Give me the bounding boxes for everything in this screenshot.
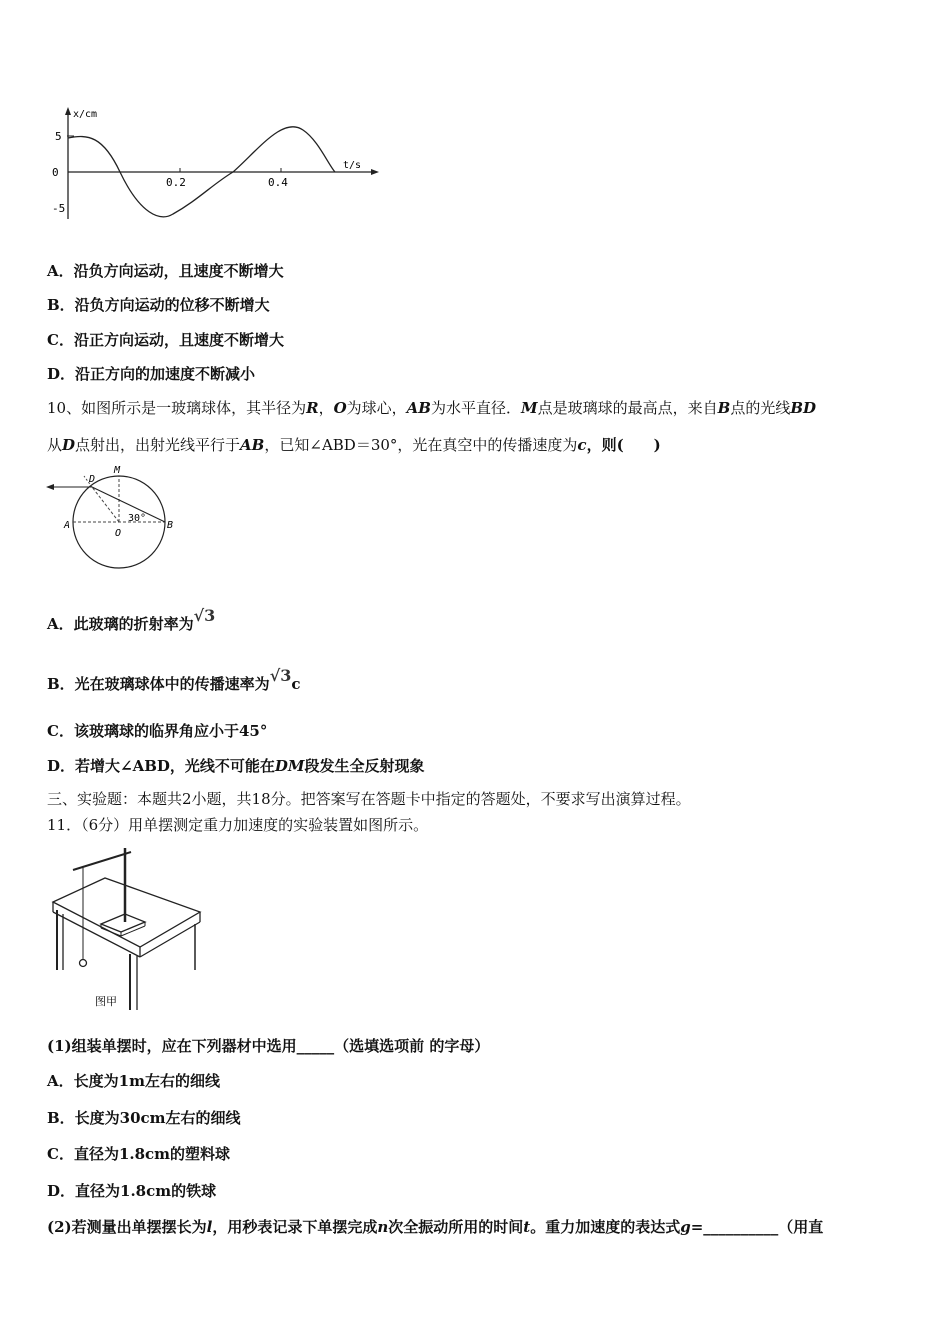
vibration-graph — [48, 104, 388, 229]
q11-part1: (1)组装单摆时，应在下列器材中选用_____（选填选项前 的字母） — [47, 1037, 490, 1055]
stand-base — [101, 914, 145, 932]
x-axis-label: t/s — [343, 160, 362, 171]
q11-part2: (2)若测量出单摆摆长为l，用秒表记录下单摆完成n次全振动所用的时间t。重力加速度的表达式g=__________（用直 — [47, 1218, 824, 1236]
tick-0: 0 — [52, 166, 59, 179]
q9-option-c: C．沿正方向运动，且速度不断增大 — [47, 331, 284, 349]
q11-option-b: B．长度为30cm左右的细线 — [47, 1109, 241, 1127]
q11-option-a: A．长度为1m左右的细线 — [47, 1072, 220, 1090]
sqrt3-symbol: √3 — [193, 606, 216, 625]
label-angle: 30° — [128, 513, 147, 524]
section-3-heading: 三、实验题：本题共2小题，共18分。把答案写在答题卡中指定的答题处，不要求写出演算过程。 — [47, 790, 691, 808]
q11-stem: 11．（6分）用单摆测定重力加速度的实验装置如图所示。 — [47, 816, 429, 834]
q10-option-d: D．若增大∠ABD，光线不可能在DM段发生全反射现象 — [47, 757, 425, 775]
x-axis-arrow — [371, 169, 379, 175]
figure-caption: 图甲 — [95, 995, 117, 1008]
q11-option-c: C．直径为1.8cm的塑料球 — [47, 1145, 231, 1163]
label-a: A — [64, 520, 71, 531]
label-m: M — [114, 465, 121, 476]
pendulum-apparatus-figure — [45, 842, 205, 1014]
table-top — [53, 878, 200, 947]
y-axis-arrow — [65, 107, 71, 115]
tick-5: 5 — [55, 130, 62, 143]
tick-0-4: 0.4 — [268, 176, 288, 189]
label-o: O — [115, 528, 122, 539]
q9-option-a: A．沿负方向运动，且速度不断增大 — [47, 262, 284, 280]
label-d: D — [89, 474, 96, 485]
q9-option-b: B．沿负方向运动的位移不断增大 — [47, 296, 270, 314]
glass-sphere-figure — [42, 462, 192, 574]
q11-option-d: D．直径为1.8cm的铁球 — [47, 1182, 217, 1200]
cross-arm — [73, 852, 131, 870]
radius-od — [92, 487, 119, 522]
tick-neg5: -5 — [52, 202, 66, 215]
pendulum-bob — [80, 960, 87, 967]
q10-option-a: A．此玻璃的折射率为√3 — [47, 606, 216, 633]
q10-stem-line2: 从D点射出，出射光线平行于AB，已知∠ABD＝30°，光在真空中的传播速度为c，则( ) — [47, 436, 661, 454]
q9-option-d: D．沿正方向的加速度不断减小 — [47, 365, 256, 383]
sqrt3-symbol: √3 — [269, 666, 292, 685]
tick-0-2: 0.2 — [166, 176, 186, 189]
q10-option-c: C．该玻璃球的临界角应小于45° — [47, 722, 268, 740]
q10-stem-line1: 10、如图所示是一玻璃球体，其半径为R，O为球心，AB为水平直径．M点是玻璃球的最高点，来自B点的光线BD — [47, 399, 817, 417]
exit-ray-arrow — [46, 484, 54, 490]
q10-option-b: B．光在玻璃球体中的传播速率为√3c — [47, 666, 301, 693]
label-b: B — [167, 520, 174, 531]
y-axis-label: x/cm — [73, 109, 98, 120]
